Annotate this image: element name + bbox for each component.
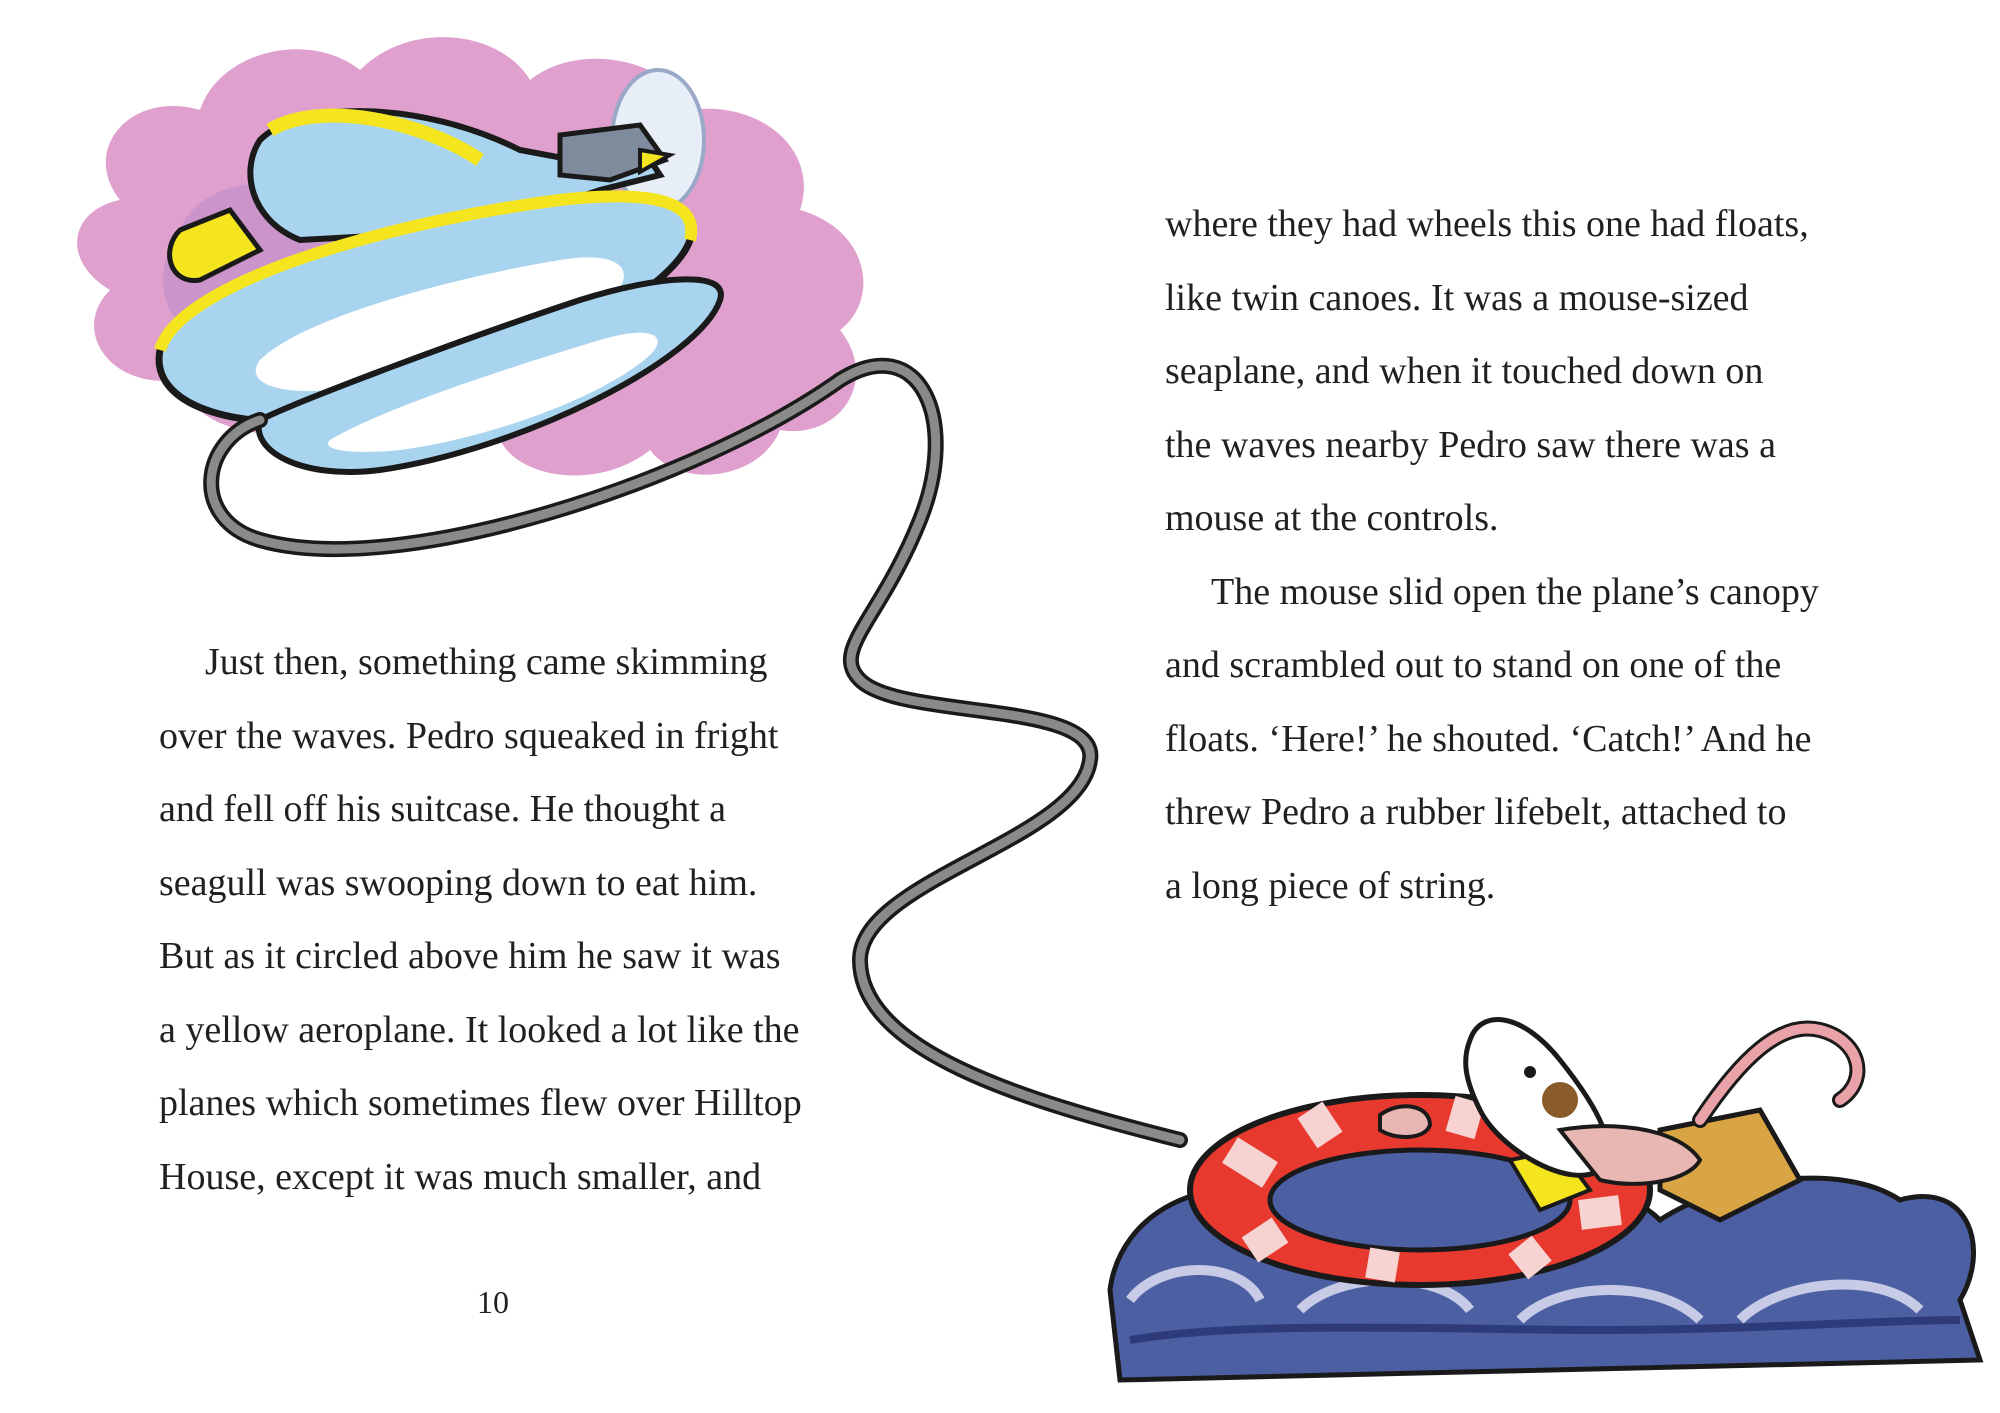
paragraph-line: where they had wheels this one had floats, — [1165, 203, 1809, 245]
paragraph-line: The mouse slid open the plane’s canopy — [1211, 570, 1819, 613]
paragraph-line: a yellow aeroplane. It looked a lot like the — [159, 1008, 800, 1051]
paragraph-line: But as it circled above him he saw it was — [159, 935, 781, 977]
paragraph-line: and scrambled out to stand on one of the — [1165, 644, 1782, 686]
paragraph-line: mouse at the controls. — [1165, 497, 1499, 539]
paragraph-line: planes which sometimes flew over Hilltop — [159, 1082, 802, 1124]
right-text-column — [1165, 188, 1819, 923]
paragraph-line: and fell off his suitcase. He thought a — [159, 788, 727, 830]
paragraph-line: seaplane, and when it touched down on — [1165, 350, 1764, 392]
mouse-lifebelt-illustration — [1110, 1020, 1980, 1380]
paragraph-line: a long piece of string. — [1165, 864, 1496, 907]
left-text-column — [159, 626, 802, 1214]
paragraph-line: seagull was swooping down to eat him. — [159, 861, 758, 904]
paragraph-line: Just then, something came skimming — [205, 641, 768, 683]
paragraph-line: like twin canoes. It was a mouse-sized — [1165, 276, 1749, 319]
paragraph-line: House, except it was much smaller, and — [159, 1155, 762, 1198]
paragraph-line: threw Pedro a rubber lifebelt, attached to — [1165, 791, 1787, 833]
page-number: 10 — [477, 1284, 509, 1320]
paragraph-line: the waves nearby Pedro saw there was a — [1165, 423, 1776, 466]
paragraph-line: floats. ‘Here!’ he shouted. ‘Catch!’ And he — [1165, 717, 1812, 760]
paragraph-line: over the waves. Pedro squeaked in fright — [159, 714, 779, 757]
